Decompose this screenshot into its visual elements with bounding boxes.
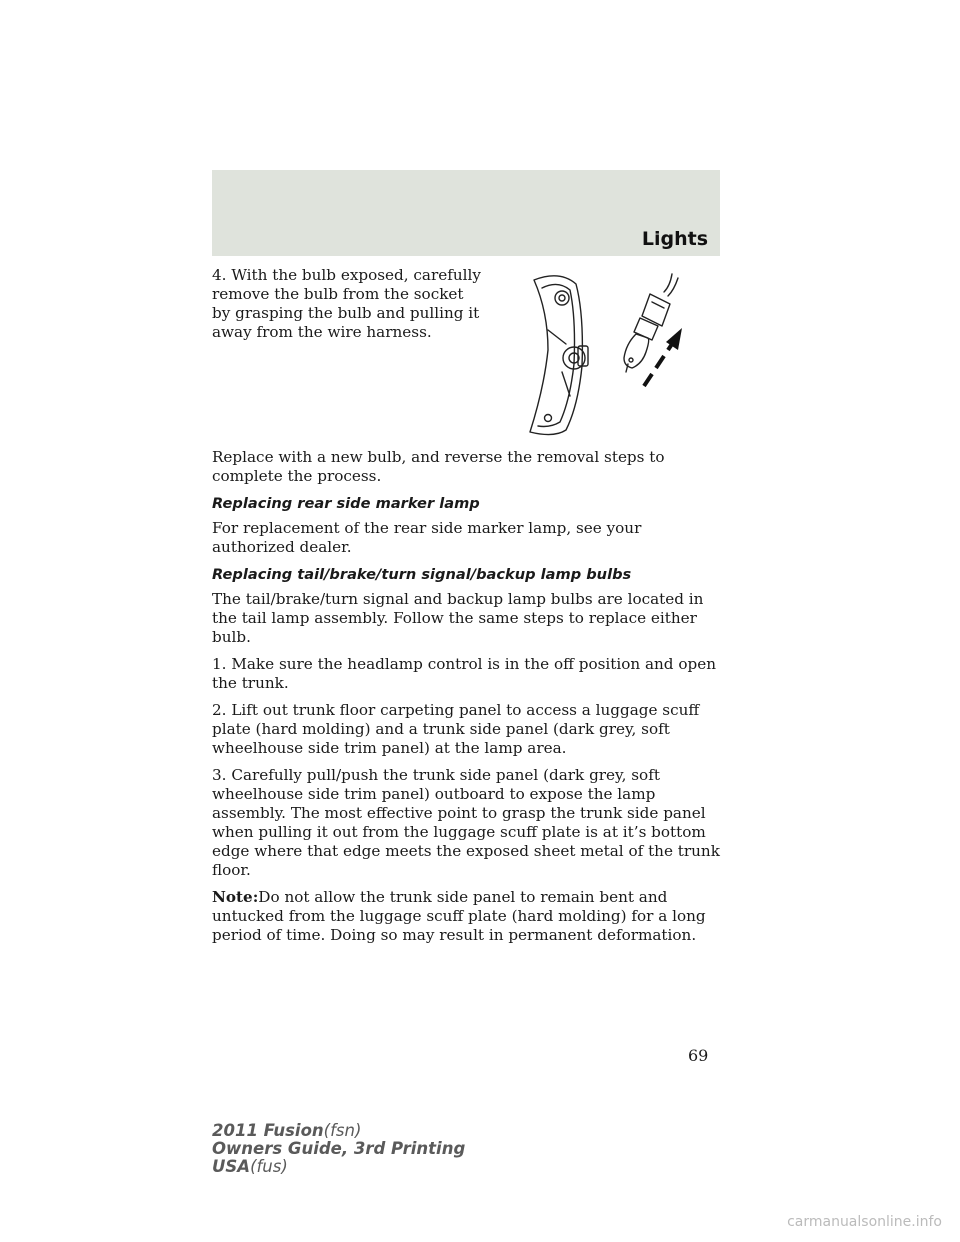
footer-model-line: [212, 1122, 465, 1140]
footer-region-line: [212, 1158, 465, 1176]
footer-model-code: (fsn): [323, 1121, 362, 1140]
page-number: 69: [688, 1046, 709, 1065]
tail-lamp-heading: Replacing tail/brake/turn signal/backup lamp bulbs: [212, 566, 632, 583]
note-paragraph: [212, 888, 720, 945]
step-4-text: 4. With the bulb exposed, carefully remove the bulb from the socket by grasping the bulb and pulling it away from the wire harness.: [212, 266, 481, 341]
replace-bulb-text: Replace with a new bulb, and reverse the removal steps to complete the process.: [212, 448, 665, 485]
footer-region: USA: [212, 1157, 251, 1176]
section-title: Lights: [641, 228, 708, 250]
tail-lamp-intro: The tail/brake/turn signal and backup lamp bulbs are located in the tail lamp assembly. Follow the same steps to replace either bulb.: [212, 590, 704, 646]
tail-step-1: 1. Make sure the headlamp control is in the off position and open the trunk.: [212, 655, 716, 692]
tail-step-3: 3. Carefully pull/push the trunk side panel (dark grey, soft wheelhouse side trim panel) outboard to expose the lamp assembly. The most effective point to grasp the trunk side panel when pulling it out from the luggage scuff plate is at it’s bottom edge where that edge meets the exposed sheet metal of the trunk floor.: [212, 766, 720, 879]
section-header-band: [212, 170, 720, 256]
footer-guide: Owners Guide, 3rd Printing: [212, 1139, 466, 1158]
watermark: carmanualsonline.info: [787, 1214, 942, 1230]
note-text: Do not allow the trunk side panel to remain bent and untucked from the luggage scuff plate (hard molding) for a long period of time. Doing so may result in permanent deformation.: [212, 888, 706, 944]
footer-region-code: (fus): [250, 1157, 288, 1176]
footer-model: 2011 Fusion: [212, 1121, 324, 1140]
bulb-removal-illustration: [518, 268, 694, 438]
side-marker-body: For replacement of the rear side marker lamp, see your authorized dealer.: [212, 519, 642, 556]
note-label: Note:: [212, 888, 259, 906]
side-marker-heading: Replacing rear side marker lamp: [212, 495, 480, 512]
document-footer: [212, 1122, 465, 1176]
tail-step-2: 2. Lift out trunk floor carpeting panel to access a luggage scuff plate (hard molding) and a trunk side panel (dark grey, soft wheelhouse side trim panel) at the lamp area.: [212, 701, 700, 757]
